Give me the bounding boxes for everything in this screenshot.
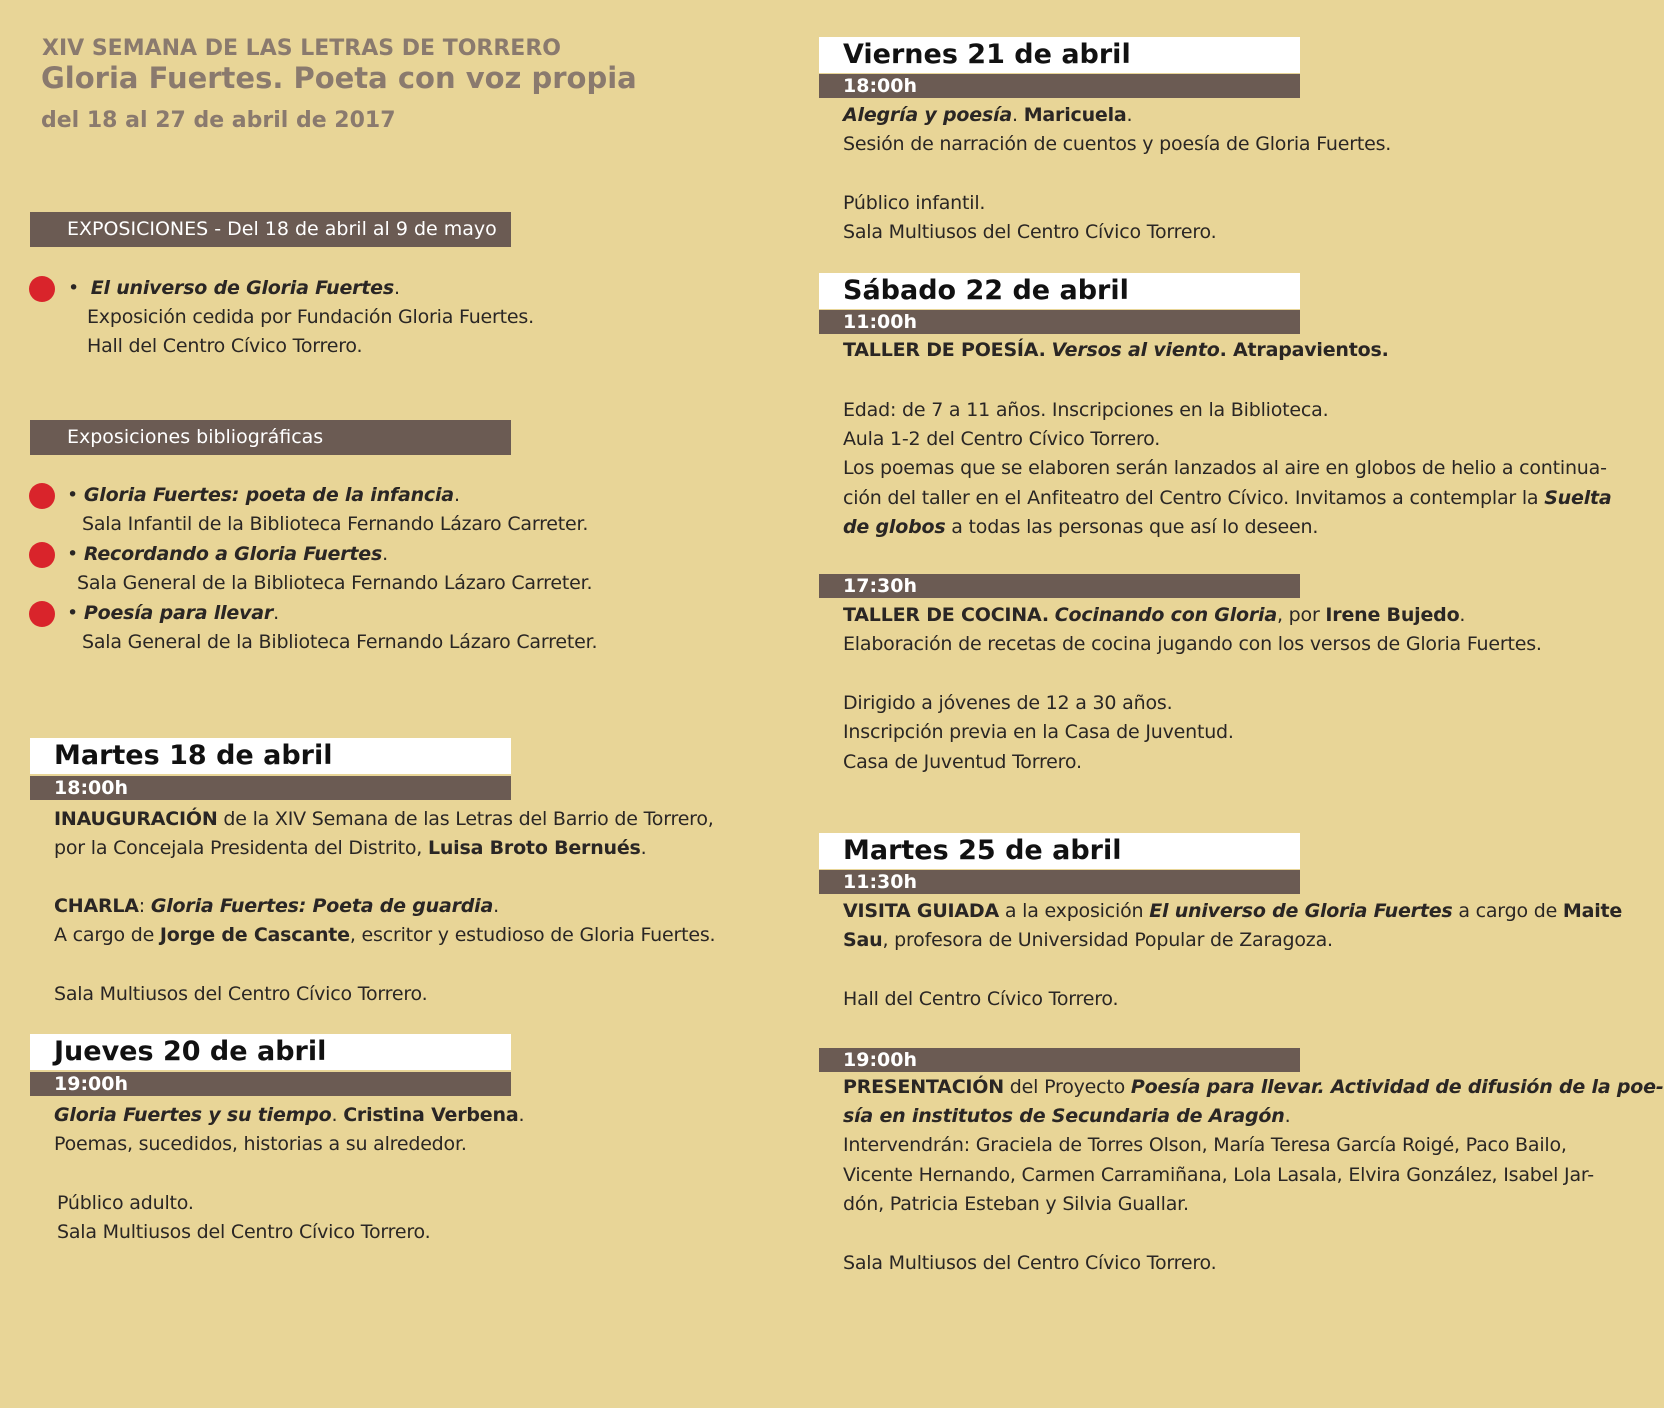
biblio-place: Sala Infantil de la Biblioteca Fernando Lázaro Carreter. [82,513,589,535]
biblio-title: Gloria Fuertes: poeta de la infancia [83,484,454,506]
concejala-line: por la Concejala Presidenta del Distrito, Luisa Broto Bernués. [54,837,647,859]
intervendran-line: Vicente Hernando, Carmen Carramiñana, Lola Lasala, Elvira González, Isabel Jar- [843,1164,1594,1186]
charla-cargo-line: A cargo de Jorge de Cascante, escritor y estudioso de Gloria Fuertes. [54,924,716,946]
visita-line: VISITA GUIADA a la exposición El universo de Gloria Fuertes a cargo de Maite [843,900,1623,922]
taller-poesia-line: TALLER DE POESÍA. Versos al viento. Atrapavientos. [843,339,1389,361]
bullet-mark: • [68,277,91,299]
dirigido-line: Dirigido a jóvenes de 12 a 30 años. [843,692,1173,714]
inauguracion-line: INAUGURACIÓN de la XIV Semana de las Letras del Barrio de Torrero, [54,808,714,830]
bullet-dot [29,276,55,302]
expo-line: Hall del Centro Cívico Torrero. [87,335,363,357]
viernes-desc: Sesión de narración de cuentos y poesía de Gloria Fuertes. [843,133,1392,155]
expo-item-title: • El universo de Gloria Fuertes. [68,277,400,299]
date-header: Martes 25 de abril [819,833,1300,869]
date-header: Martes 18 de abril [30,738,511,774]
biblio-title: Recordando a Gloria Fuertes [83,543,383,565]
event-title: Gloria Fuertes. Poeta con voz propia [41,61,637,95]
desc-line: ción del taller en el Anfiteatro del Centro Cívico. Invitamos a contemplar la Suelta [843,487,1612,509]
public-line: Público infantil. [843,192,986,214]
time-bar: 11:00h [819,310,1300,334]
date-header: Sábado 22 de abril [819,273,1300,309]
intervendran-line: dón, Patricia Esteban y Silvia Guallar. [843,1193,1189,1215]
jueves-desc: Poemas, sucedidos, historias a su alrededor. [54,1133,467,1155]
place-line: Sala Multiusos del Centro Cívico Torrero. [843,221,1217,243]
biblio-place: Sala General de la Biblioteca Fernando Lázaro Carreter. [77,572,593,594]
expo-line: Exposición cedida por Fundación Gloria Fuertes. [87,306,534,328]
public-line: Público adulto. [57,1192,194,1214]
event-dates: del 18 al 27 de abril de 2017 [41,108,396,133]
bibliograficas-bar: Exposiciones bibliográficas [30,420,511,455]
time-bar: 19:00h [30,1072,511,1096]
place-line: Hall del Centro Cívico Torrero. [843,988,1119,1010]
time-bar: 11:30h [819,870,1300,894]
biblio-item: • Gloria Fuertes: poeta de la infancia. [67,484,460,506]
bullet-dot [29,601,55,627]
presentacion-line: PRESENTACIÓN del Proyecto Poesía para llevar. Actividad de difusión de la poe- [843,1076,1664,1098]
biblio-place: Sala General de la Biblioteca Fernando Lázaro Carreter. [82,631,598,653]
expo-title: El universo de Gloria Fuertes [90,277,394,299]
place-line: Sala Multiusos del Centro Cívico Torrero. [57,1221,431,1243]
intervendran-line: Intervendrán: Graciela de Torres Olson, María Teresa García Roigé, Paco Bailo, [843,1134,1567,1156]
visita-line-2: Sau, profesora de Universidad Popular de Zaragoza. [843,929,1333,951]
aula-line: Aula 1-2 del Centro Cívico Torrero. [843,428,1161,450]
viernes-title-line: Alegría y poesía. Maricuela. [843,104,1133,126]
inscripcion-line: Inscripción previa en la Casa de Juventud. [843,721,1234,743]
time-bar: 17:30h [819,574,1300,598]
bullet-dot [29,483,55,509]
taller-cocina-line: TALLER DE COCINA. Cocinando con Gloria, por Irene Bujedo. [843,604,1466,626]
charla-line: CHARLA: Gloria Fuertes: Poeta de guardia. [54,895,499,917]
place-line: Sala Multiusos del Centro Cívico Torrero. [843,1252,1217,1274]
biblio-item: • Recordando a Gloria Fuertes. [67,543,388,565]
time-bar: 18:00h [819,74,1300,98]
date-header: Viernes 21 de abril [819,37,1300,73]
desc-line: de globos a todas las personas que así lo deseen. [843,516,1319,538]
time-bar: 18:00h [30,776,511,800]
age-line: Edad: de 7 a 11 años. Inscripciones en la Biblioteca. [843,399,1329,421]
presentacion-line-2: sía en institutos de Secundaria de Aragón. [843,1105,1291,1127]
time-bar: 19:00h [819,1048,1300,1072]
bullet-dot [29,542,55,568]
jueves-title-line: Gloria Fuertes y su tiempo. Cristina Verbena. [54,1104,525,1126]
place-line: Sala Multiusos del Centro Cívico Torrero. [54,983,428,1005]
place-line: Casa de Juventud Torrero. [843,751,1082,773]
date-header: Jueves 20 de abril [30,1034,511,1070]
biblio-item: • Poesía para llevar. [67,602,279,624]
event-subtitle: XIV SEMANA DE LAS LETRAS DE TORRERO [42,36,561,61]
cocina-desc: Elaboración de recetas de cocina jugando con los versos de Gloria Fuertes. [843,633,1542,655]
desc-line: Los poemas que se elaboren serán lanzados al aire en globos de helio a continua- [843,457,1607,479]
biblio-title: Poesía para llevar [83,602,274,624]
exposiciones-bar: EXPOSICIONES - Del 18 de abril al 9 de mayo [30,212,511,247]
